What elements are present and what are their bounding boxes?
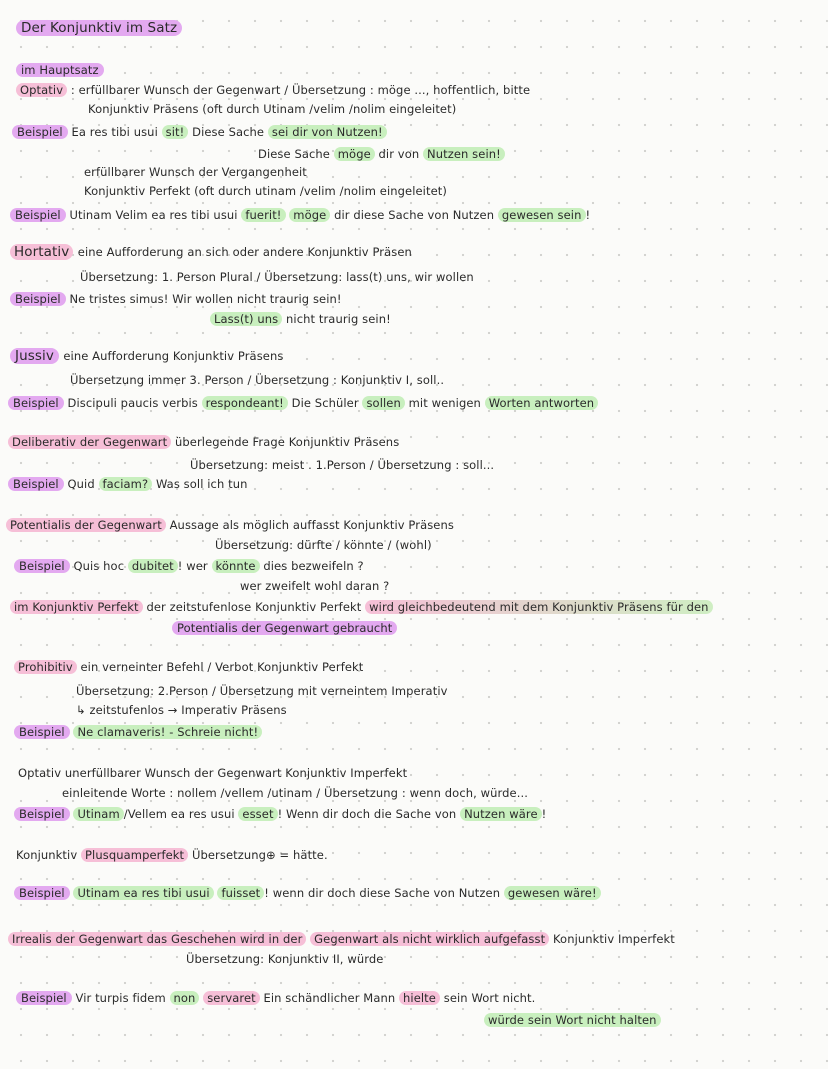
prohibitiv-line: Prohibitiv ein verneinter Befehl / Verbot Konjunktiv Perfekt (14, 659, 363, 675)
note-line: Konjunktiv Perfekt (oft durch utinam /velim /nolim eingeleitet) (84, 184, 447, 198)
note-line: Übersetzung: meist . 1.Person / Übersetzung : soll... (190, 458, 495, 472)
jussiv-line: Jussiv eine Aufforderung Konjunktiv Präsens (10, 348, 283, 364)
hortativ-line: Hortativ eine Aufforderung an sich oder andere Konjunktiv Präsen (10, 244, 412, 260)
note-line: Übersetzung: 1. Person Plural / Übersetzung: lass(t) uns, wir wollen (80, 270, 474, 284)
note-line: ↳ zeitstufenlos → Imperativ Präsens (76, 703, 287, 717)
example-translation: wer zweifelt wohl daran ? (240, 579, 390, 593)
potentialis-line: Potentialis der Gegenwart Aussage als möglich auffasst Konjunktiv Präsens (6, 517, 454, 533)
example-line: Beispiel Utinam ea res tibi usui fuisset ! wenn dir doch diese Sache von Nutzen gewesen wäre! (14, 885, 601, 901)
note-line: Übersetzung: Konjunktiv II, würde (186, 952, 384, 966)
example-line: Beispiel Ea res tibi usui sit! Diese Sache sei dir von Nutzen! (12, 124, 387, 140)
note-line: Übersetzung: 2.Person / Übersetzung mit verneintem Imperativ (76, 684, 448, 698)
page-title: Der Konjunktiv im Satz (16, 20, 182, 36)
note-line: erfüllbarer Wunsch der Vergangenheit (84, 165, 307, 179)
example-line: Beispiel Ne clamaveris! - Schreie nicht! (14, 724, 262, 740)
optativ-line: Optativ : erfüllbarer Wunsch der Gegenwart / Übersetzung : möge ..., hoffentlich, bitte (16, 82, 530, 98)
perfekt-note-cont: Potentialis der Gegenwart gebraucht (172, 620, 397, 636)
example-line: Beispiel Discipuli paucis verbis respondeant! Die Schüler sollen mit wenigen Worten antworten (8, 395, 598, 411)
example-line: Beispiel Utinam /Vellem ea res usui esset ! Wenn dir doch die Sache von Nutzen wäre ! (14, 806, 546, 822)
example-translation: Diese Sache möge dir von Nutzen sein! (258, 146, 505, 162)
example-translation: würde sein Wort nicht halten (484, 1012, 661, 1028)
example-line: Beispiel Ne tristes simus! Wir wollen nicht traurig sein! (10, 291, 342, 307)
plusquamperfekt-line: Konjunktiv Plusquamperfekt Übersetzung⊕ = hätte. (16, 848, 328, 862)
note-line: Übersetzung immer 3. Person / Übersetzung : Konjunktiv I, soll.. (70, 373, 445, 387)
note-line: einleitende Worte : nollem /vellem /utinam / Übersetzung : wenn doch, würde... (62, 786, 529, 800)
note-line: Übersetzung: dürfte / könnte / (wohl) (215, 538, 432, 552)
irrealis-line: Irrealis der Gegenwart das Geschehen wird in der Gegenwart als nicht wirklich aufgefasst Konjunktiv Imperfekt (8, 931, 675, 947)
example-line: Beispiel Quid faciam? Was soll ich tun (8, 476, 248, 492)
deliberativ-line: Deliberativ der Gegenwart überlegende Frage Konjunktiv Präsens (8, 434, 399, 450)
example-line: Beispiel Quis hoc dubitet ! wer könnte dies bezweifeln ? (14, 558, 364, 574)
optativ2-line: Optativ unerfüllbarer Wunsch der Gegenwart Konjunktiv Imperfekt (18, 766, 408, 780)
perfekt-note: im Konjunktiv Perfekt der zeitstufenlose Konjunktiv Perfekt wird gleichbedeutend mit dem Konjunktiv Präsens für den (10, 599, 713, 615)
example-translation: Lass(t) uns nicht traurig sein! (210, 311, 391, 327)
example-line: Beispiel Utinam Velim ea res tibi usui fuerit! möge dir diese Sache von Nutzen gewesen sein ! (10, 207, 590, 223)
note-line: Konjunktiv Präsens (oft durch Utinam /velim /nolim eingeleitet) (88, 102, 457, 116)
section-heading-hauptsatz: im Hauptsatz (16, 62, 104, 78)
example-line: Beispiel Vir turpis fidem non servaret Ein schändlicher Mann hielte sein Wort nicht. (16, 990, 535, 1006)
